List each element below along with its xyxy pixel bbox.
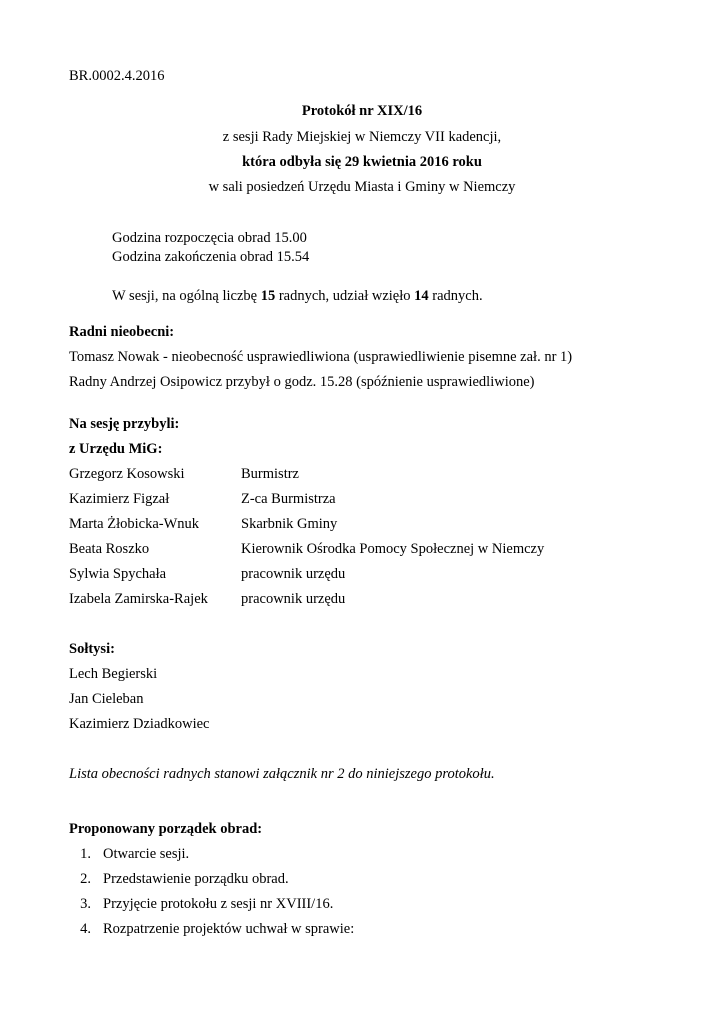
guest-role: Skarbnik Gminy <box>241 516 338 532</box>
absent-line: Radny Andrzej Osipowicz przybył o godz. 15.28 (spóźnienie usprawiedliwione) <box>69 374 535 390</box>
guest-role: pracownik urzędu <box>241 566 346 582</box>
attendance-summary <box>112 288 483 305</box>
guest-name: Beata Roszko <box>69 541 150 557</box>
agenda-item-number: 2. <box>80 871 91 887</box>
document-reference: BR.0002.4.2016 <box>69 68 165 84</box>
agenda-item <box>69 871 289 888</box>
guest-name: Marta Żłobicka-Wnuk <box>69 516 200 532</box>
agenda-item-text: Przedstawienie porządku obrad. <box>103 871 289 887</box>
document-title: Protokół nr XIX/16 <box>301 103 423 119</box>
start-time: Godzina rozpoczęcia obrad 15.00 <box>112 230 307 246</box>
guest-role: Z-ca Burmistrza <box>241 491 336 507</box>
attendance-prefix: W sesji, na ogólną liczbę <box>112 288 261 304</box>
soltys-name: Kazimierz Dziadkowiec <box>69 716 210 732</box>
document-subtitle-location: w sali posiedzeń Urzędu Miasta i Gminy w Niemczy <box>208 179 516 195</box>
agenda-item-text: Przyjęcie protokołu z sesji nr XVIII/16. <box>103 896 334 912</box>
agenda-item-number: 4. <box>80 921 91 937</box>
guest-role: Kierownik Ośrodka Pomocy Społecznej w Niemczy <box>241 541 545 557</box>
guest-name: Sylwia Spychała <box>69 566 167 582</box>
agenda-item <box>69 846 189 863</box>
soltys-name: Jan Cieleban <box>69 691 144 707</box>
absent-line: Tomasz Nowak - nieobecność usprawiedliwiona (usprawiedliwienie pisemne zał. nr 1) <box>69 349 573 365</box>
guests-subheading: z Urzędu MiG: <box>69 441 163 457</box>
document-subtitle-session: z sesji Rady Miejskiej w Niemczy VII kadencji, <box>222 129 502 145</box>
agenda-item-number: 1. <box>80 846 91 862</box>
soltysi-heading: Sołtysi: <box>69 641 115 657</box>
agenda-item-text: Otwarcie sesji. <box>103 846 190 862</box>
guest-role: Burmistrz <box>241 466 299 482</box>
guest-name: Kazimierz Figzał <box>69 491 170 507</box>
absent-heading: Radni nieobecni: <box>69 324 175 340</box>
agenda-item-number: 3. <box>80 896 91 912</box>
document-subtitle-date: która odbyła się 29 kwietnia 2016 roku <box>242 154 482 170</box>
agenda-item <box>69 896 333 913</box>
attendance-suffix: radnych. <box>428 288 483 304</box>
attendance-total: 15 <box>260 288 276 304</box>
agenda-item-text: Rozpatrzenie projektów uchwał w sprawie: <box>103 921 355 937</box>
end-time: Godzina zakończenia obrad 15.54 <box>112 249 310 265</box>
attendance-list-note: Lista obecności radnych stanowi załącznik nr 2 do niniejszego protokołu. <box>69 766 495 782</box>
agenda-heading: Proponowany porządek obrad: <box>69 821 263 837</box>
guest-role: pracownik urzędu <box>241 591 346 607</box>
attendance-middle: radnych, udział wzięło <box>275 288 415 304</box>
soltys-name: Lech Begierski <box>69 666 158 682</box>
guest-name: Grzegorz Kosowski <box>69 466 185 482</box>
attendance-present: 14 <box>414 288 429 304</box>
guest-name: Izabela Zamirska-Rajek <box>69 591 208 607</box>
agenda-item <box>69 921 354 938</box>
guests-heading: Na sesję przybyli: <box>69 416 180 432</box>
